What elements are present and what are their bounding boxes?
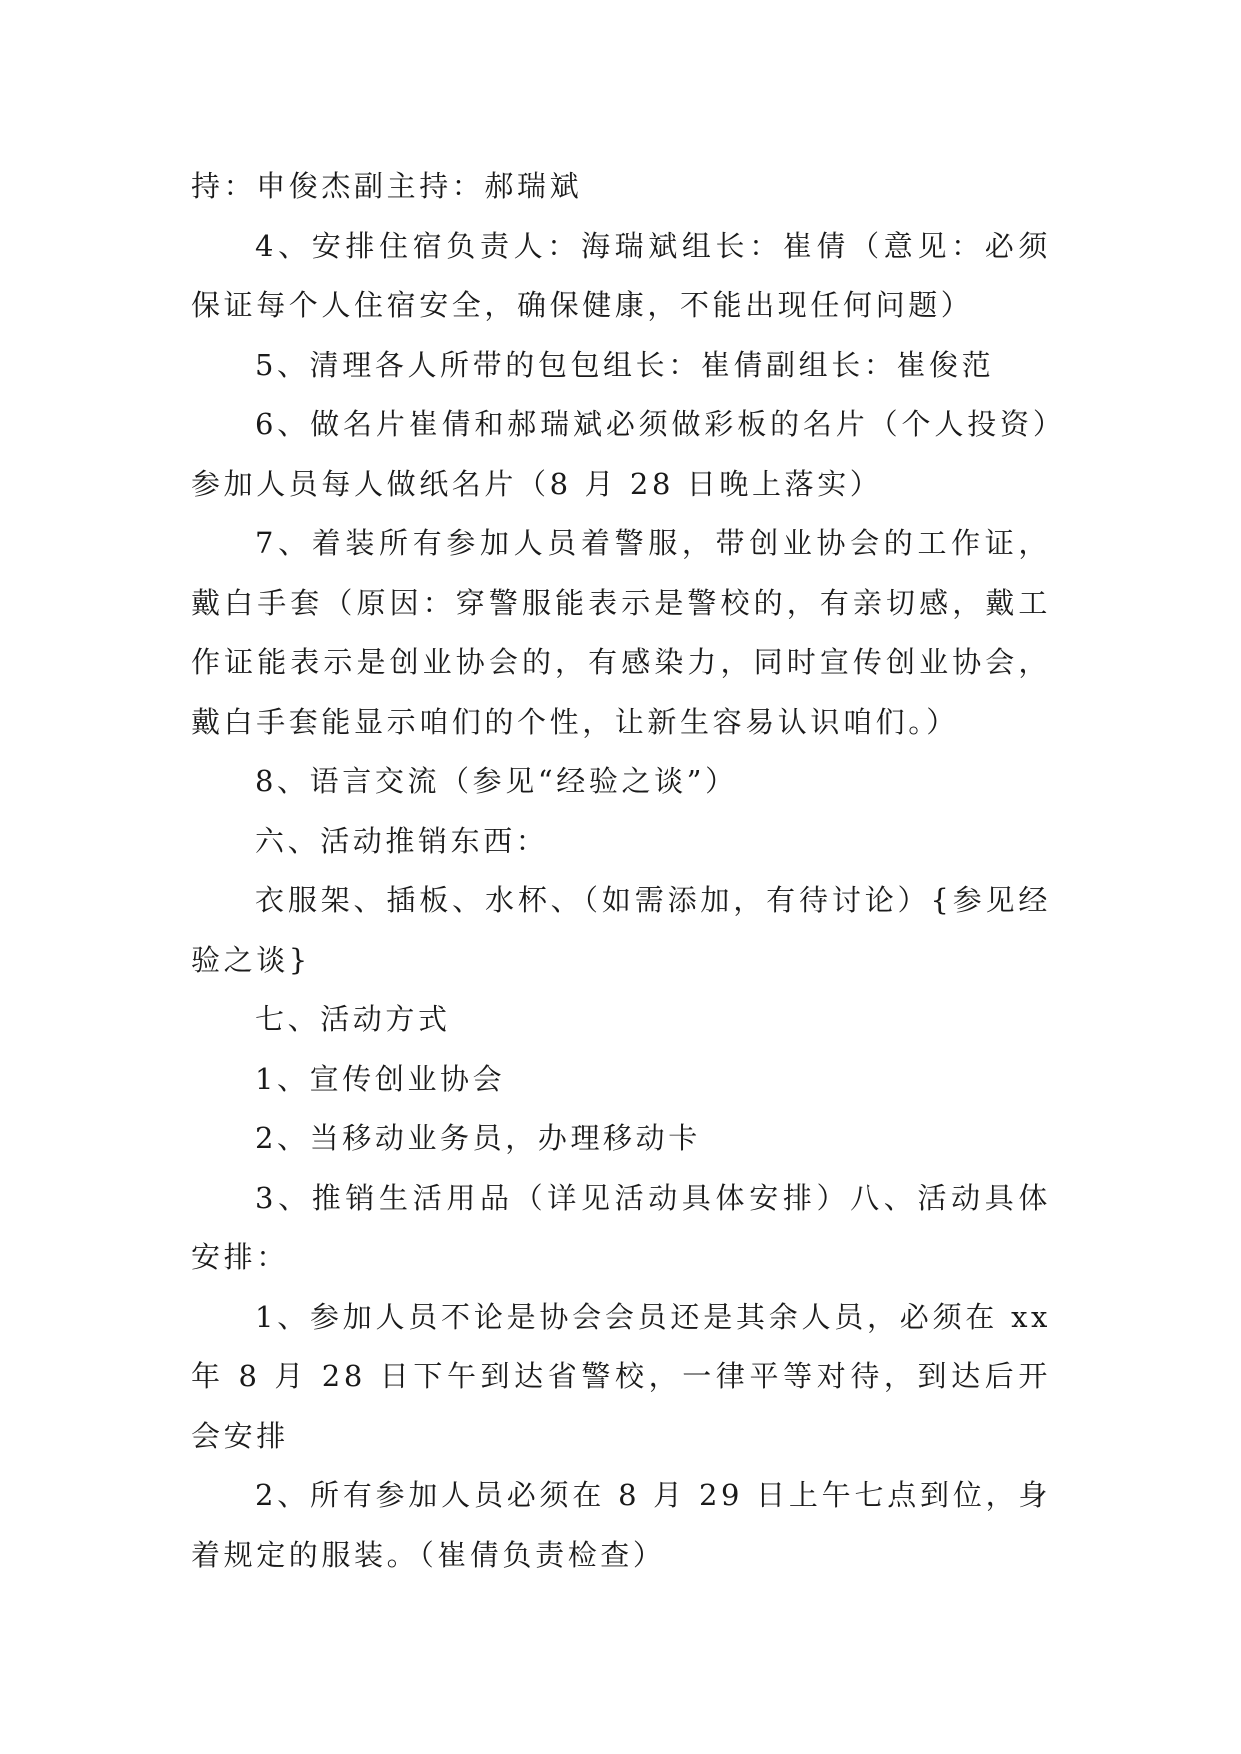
paragraph-bags: 5、清理各人所带的包包组长：崔倩副组长：崔俊范 xyxy=(255,347,995,382)
paragraph-host: 持：申俊杰副主持：郝瑞斌 xyxy=(191,169,583,203)
paragraph-language: 8、语言交流（参见“经验之谈”） xyxy=(255,764,738,798)
paragraph-business-cards: 6、做名片崔倩和郝瑞斌必须做彩板的名片（个人投资）参加人员每人做纸名片（8 月 28 日晚上落实） xyxy=(191,407,1051,501)
paragraph-arrangement-2: 2、所有参加人员必须在 8 月 29 日上午七点到位，身着规定的服装。（崔倩负责检查） xyxy=(191,1478,1051,1572)
paragraph-arrangement-1: 1、参加人员不论是协会会员还是其余人员，必须在 xx 年 8 月 28 日下午到达省警校，一律平等对待，到达后开会安排 xyxy=(191,1299,1051,1453)
paragraph-method-2: 2、当移动业务员，办理移动卡 xyxy=(255,1121,701,1155)
paragraph-method-3: 3、推销生活用品（详见活动具体安排）八、活动具体安排： xyxy=(191,1180,1051,1274)
section-heading-methods: 七、活动方式 xyxy=(255,1002,451,1036)
paragraph-method-1: 1、宣传创业协会 xyxy=(255,1061,506,1096)
document-body xyxy=(191,157,1051,1585)
paragraph-dress-code: 7、着装所有参加人员着警服，带创业协会的工作证，戴白手套（原因：穿警服能表示是警校的，有亲切感，戴工作证能表示是创业协会的，有感染力，同时宣传创业协会，戴白手套能显示咱们的个性，让新生容易认识咱们。） xyxy=(191,526,1051,739)
paragraph-lodging: 4、安排住宿负责人：海瑞斌组长：崔倩（意见：必须保证每个人住宿安全，确保健康，不能出现任何问题） xyxy=(191,228,1051,322)
section-heading-products: 六、活动推销东西： xyxy=(255,823,549,858)
paragraph-products: 衣服架、插板、水杯、（如需添加，有待讨论）{参见经验之谈} xyxy=(191,883,1051,977)
